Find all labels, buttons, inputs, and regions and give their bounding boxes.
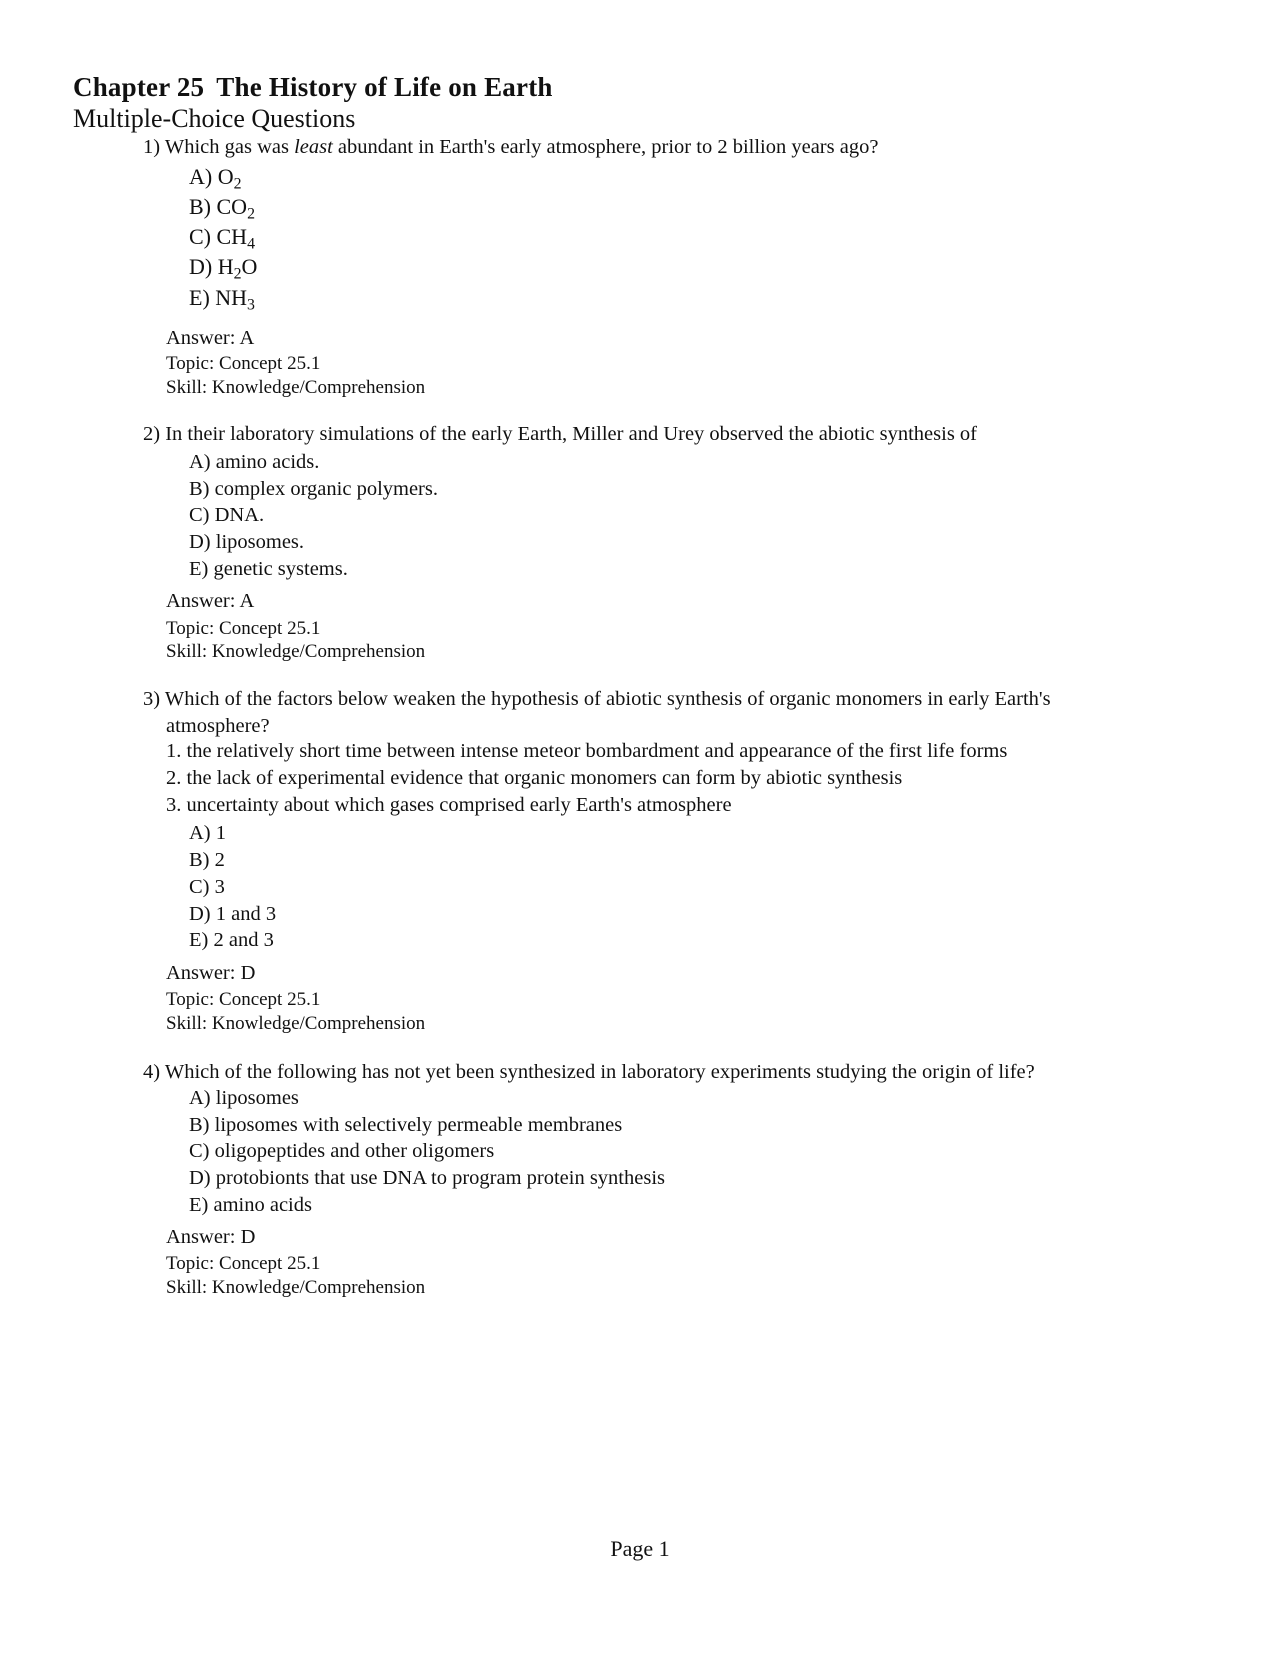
- section-title: Multiple-Choice Questions: [73, 104, 356, 133]
- choice-d: D) liposomes.: [189, 531, 305, 553]
- choice-a: A) amino acids.: [189, 451, 320, 473]
- choice-e: [189, 284, 255, 314]
- choice-c: [189, 223, 255, 253]
- question-stem: [143, 1059, 1035, 1086]
- choice-b: B) liposomes with selectively permeable membranes: [189, 1114, 623, 1136]
- statement-2: 2. the lack of experimental evidence that organic monomers can form by abiotic synthesis: [166, 767, 903, 789]
- choice-b: [189, 193, 255, 223]
- choice-c: C) oligopeptides and other oligomers: [189, 1140, 495, 1162]
- topic-line: Topic: Concept 25.1: [166, 618, 321, 639]
- skill-line: Skill: Knowledge/Comprehension: [166, 641, 426, 662]
- choice-a: [189, 163, 242, 193]
- choice-letter: C): [189, 224, 211, 249]
- formula-subscript: 4: [247, 235, 255, 253]
- choice-c: C) 3: [189, 876, 225, 898]
- choice-letter: D): [189, 254, 213, 279]
- choice-letter: B): [189, 194, 211, 219]
- stem-text: Which of the following has not yet been synthesized in laboratory experiments studying the origin of life?: [164, 1061, 1035, 1083]
- chapter-title: [73, 72, 553, 103]
- formula-base: O: [217, 164, 234, 189]
- stem-text: abundant in Earth's early atmosphere, prior to 2 billion years ago?: [337, 136, 879, 158]
- topic-line: Topic: Concept 25.1: [166, 1253, 321, 1274]
- choice-a: A) 1: [189, 822, 227, 844]
- choice-letter: E): [189, 285, 210, 310]
- topic-line: Topic: Concept 25.1: [166, 989, 321, 1010]
- stem-emphasis: least: [294, 136, 333, 158]
- formula-base: H: [217, 254, 234, 279]
- chapter-name: The History of Life on Earth: [216, 72, 553, 102]
- question-stem: [143, 421, 977, 448]
- choice-d: [189, 253, 258, 283]
- question-stem-continued: atmosphere?: [166, 715, 270, 737]
- choice-d: D) protobionts that use DNA to program protein synthesis: [189, 1167, 666, 1189]
- statement-3: 3. uncertainty about which gases comprised early Earth's atmosphere: [166, 794, 732, 816]
- answer-line: Answer: A: [166, 590, 255, 612]
- choice-d: D) 1 and 3: [189, 903, 277, 925]
- question-number: 1): [143, 136, 161, 158]
- formula-subscript: 2: [247, 205, 255, 223]
- question-number: 3): [143, 688, 161, 710]
- choice-b: B) complex organic polymers.: [189, 478, 438, 500]
- topic-line: Topic: Concept 25.1: [166, 353, 321, 374]
- skill-line: Skill: Knowledge/Comprehension: [166, 1277, 426, 1298]
- page-number: Page 1: [610, 1536, 670, 1561]
- formula-base: NH: [215, 285, 248, 310]
- stem-text: Which gas was: [164, 136, 289, 158]
- formula-base: CO: [216, 194, 248, 219]
- stem-text: In their laboratory simulations of the early Earth, Miller and Urey observed the abiotic synthesis of: [165, 423, 978, 445]
- choice-e: E) genetic systems.: [189, 558, 348, 580]
- formula-subscript: 2: [233, 175, 242, 193]
- choice-b: B) 2: [189, 849, 225, 871]
- choice-c: C) DNA.: [189, 504, 265, 526]
- formula-tail: O: [241, 254, 258, 279]
- choice-e: E) amino acids: [189, 1194, 312, 1216]
- answer-line: Answer: A: [166, 327, 255, 349]
- question-stem: [143, 686, 1051, 713]
- question-number: 4): [143, 1061, 161, 1083]
- statement-1: 1. the relatively short time between intense meteor bombardment and appearance of the first life forms: [166, 740, 1008, 762]
- formula-subscript: 3: [247, 296, 255, 314]
- answer-line: Answer: D: [166, 1226, 256, 1248]
- formula-base: CH: [216, 224, 248, 249]
- stem-text: Which of the factors below weaken the hypothesis of abiotic synthesis of organic monomers in early Earth's: [164, 688, 1051, 710]
- choice-a: A) liposomes: [189, 1087, 299, 1109]
- choice-letter: A): [189, 164, 213, 189]
- answer-line: Answer: D: [166, 962, 256, 984]
- formula-subscript: 2: [233, 265, 242, 283]
- question-stem: [143, 134, 878, 161]
- skill-line: Skill: Knowledge/Comprehension: [166, 1013, 426, 1034]
- question-number: 2): [143, 423, 161, 445]
- skill-line: Skill: Knowledge/Comprehension: [166, 377, 426, 398]
- chapter-label: Chapter 25: [73, 72, 205, 102]
- choice-e: E) 2 and 3: [189, 929, 274, 951]
